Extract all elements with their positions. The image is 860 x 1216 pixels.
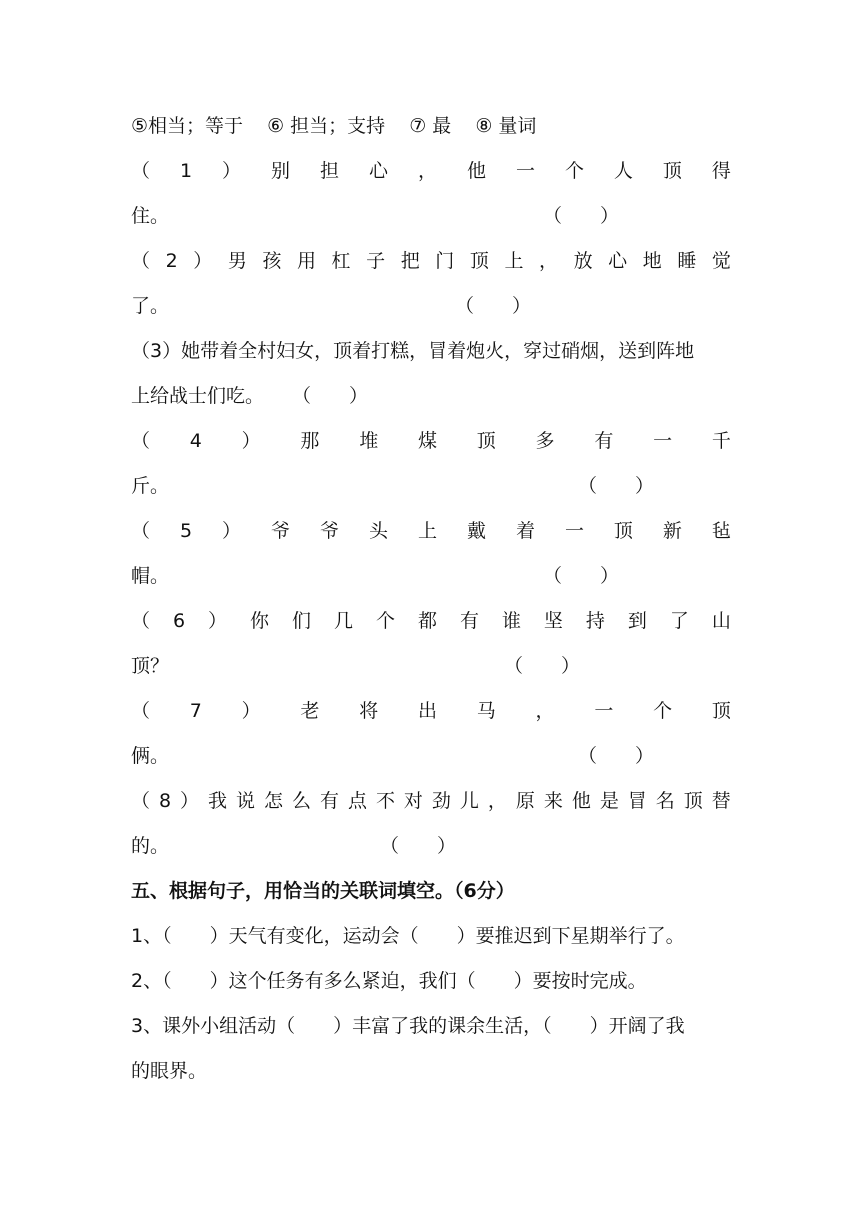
question-3-line1: （3）她带着全村妇女，顶着打糕，冒着炮火，穿过硝烟，送到阵地: [131, 340, 695, 362]
definitions-row: [131, 112, 731, 140]
char: 上: [417, 520, 437, 542]
question-6-answer-blank[interactable]: （ ）: [504, 655, 581, 677]
char: 那: [300, 430, 320, 452]
char: 担: [320, 160, 340, 182]
section-5-item-2: 2、（ ）这个任务有多么紧迫，我们（ ）要按时完成。: [131, 970, 647, 992]
char: 得: [711, 160, 731, 182]
question-5-answer-blank[interactable]: （ ）: [543, 565, 620, 587]
section-5-item-3: 3、课外小组活动（ ）丰富了我的课余生活，（ ）开阔了我: [131, 1015, 685, 1037]
definition-7: ⑦ 最: [409, 115, 452, 137]
char: 着: [515, 520, 535, 542]
question-4-answer-blank[interactable]: （ ）: [578, 475, 655, 497]
char: 有: [319, 790, 339, 812]
char: 一: [515, 160, 535, 182]
char: ）: [241, 700, 261, 722]
question-2-answer-blank[interactable]: （ ）: [455, 295, 532, 317]
char: 名: [655, 790, 675, 812]
char: ，: [539, 250, 559, 272]
question-2-line2: 了。: [131, 295, 170, 317]
char: 顶: [613, 520, 633, 542]
char: 人: [613, 160, 633, 182]
question-4-line1: [131, 427, 731, 455]
char: 放: [573, 250, 593, 272]
char: 来: [543, 790, 563, 812]
char: 谁: [501, 610, 521, 632]
char: 毡: [711, 520, 731, 542]
char: 1: [179, 160, 193, 182]
char: 新: [662, 520, 682, 542]
char: 子: [366, 250, 386, 272]
question-4-line2: 斤。: [131, 475, 170, 497]
question-8-line2: 的。: [131, 835, 170, 857]
char: 6: [172, 610, 186, 632]
char: 山: [711, 610, 731, 632]
char: 头: [369, 520, 389, 542]
char: （: [131, 610, 151, 632]
char: 个: [653, 700, 673, 722]
char: （: [131, 430, 151, 452]
char: ）: [208, 610, 228, 632]
char: 顶: [711, 700, 731, 722]
question-2-line1: [131, 247, 731, 275]
char: ）: [241, 430, 261, 452]
question-3-answer-blank[interactable]: （ ）: [292, 385, 369, 407]
char: 原: [515, 790, 535, 812]
char: （: [131, 520, 151, 542]
question-8-answer-blank[interactable]: （ ）: [380, 835, 457, 857]
char: 门: [435, 250, 455, 272]
char: 千: [711, 430, 731, 452]
char: 点: [347, 790, 367, 812]
char: 觉: [711, 250, 731, 272]
char: ）: [193, 250, 213, 272]
section-5-item-3-continued: 的眼界。: [131, 1060, 208, 1082]
definition-6: ⑥ 担当；支持: [267, 115, 386, 137]
char: （: [131, 790, 151, 812]
char: 是: [599, 790, 619, 812]
char: 他: [466, 160, 486, 182]
char: 了: [669, 610, 689, 632]
char: 都: [417, 610, 437, 632]
char: 几: [334, 610, 354, 632]
char: 煤: [417, 430, 437, 452]
char: 出: [417, 700, 437, 722]
char: ，: [487, 790, 507, 812]
question-8-line1: [131, 787, 731, 815]
char: 戴: [466, 520, 486, 542]
char: 7: [189, 700, 202, 722]
char: 心: [608, 250, 628, 272]
char: 顶: [662, 160, 682, 182]
char: 个: [564, 160, 584, 182]
char: 持: [585, 610, 605, 632]
char: 坚: [543, 610, 563, 632]
char: 孩: [262, 250, 282, 272]
char: ，: [417, 160, 437, 182]
question-7-line1: [131, 697, 731, 725]
char: 儿: [459, 790, 479, 812]
char: ，: [535, 700, 555, 722]
char: 5: [179, 520, 193, 542]
char: 一: [564, 520, 584, 542]
char: （: [131, 160, 151, 182]
question-6-line2: 顶？: [131, 655, 170, 677]
char: 顶: [683, 790, 703, 812]
char: 到: [627, 610, 647, 632]
char: 们: [292, 610, 312, 632]
char: 8: [158, 790, 172, 812]
char: ）: [222, 520, 242, 542]
char: 2: [165, 250, 178, 272]
char: 4: [189, 430, 202, 452]
char: 一: [653, 430, 673, 452]
char: 替: [711, 790, 731, 812]
section-5-heading: 五、根据句子，用恰当的关联词填空。（6分）: [131, 880, 515, 902]
char: 有: [594, 430, 614, 452]
char: 马: [476, 700, 496, 722]
question-1-line2: 住。: [131, 205, 170, 227]
question-6-line1: [131, 607, 731, 635]
char: 有: [459, 610, 479, 632]
char: ）: [222, 160, 242, 182]
char: 多: [535, 430, 555, 452]
char: 堆: [359, 430, 379, 452]
char: 将: [359, 700, 379, 722]
section-5-item-1: 1、（ ）天气有变化，运动会（ ）要推迟到下星期举行了。: [131, 925, 685, 947]
char: 用: [296, 250, 316, 272]
char: 冒: [627, 790, 647, 812]
char: 男: [227, 250, 247, 272]
char: 睡: [677, 250, 697, 272]
char: 劲: [431, 790, 451, 812]
char: 怎: [264, 790, 284, 812]
char: 地: [642, 250, 662, 272]
char: 别: [271, 160, 291, 182]
char: 把: [400, 250, 420, 272]
definition-8: ⑧ 量词: [475, 115, 537, 137]
question-7-answer-blank[interactable]: （ ）: [578, 745, 655, 767]
definition-5: ⑤相当；等于: [131, 115, 244, 137]
char: （: [131, 700, 151, 722]
char: 爷: [320, 520, 340, 542]
char: 爷: [271, 520, 291, 542]
char: 不: [375, 790, 395, 812]
question-1-line1: [131, 157, 731, 185]
question-5-line2: 帽。: [131, 565, 170, 587]
char: 顶: [469, 250, 489, 272]
char: 老: [300, 700, 320, 722]
question-7-line2: 俩。: [131, 745, 170, 767]
question-5-line1: [131, 517, 731, 545]
char: 他: [571, 790, 591, 812]
char: 上: [504, 250, 524, 272]
char: 心: [369, 160, 389, 182]
question-1-answer-blank[interactable]: （ ）: [543, 205, 620, 227]
char: （: [131, 250, 151, 272]
question-3-line2: 上给战士们吃。: [131, 385, 265, 407]
char: ）: [180, 790, 200, 812]
char: 杠: [331, 250, 351, 272]
char: 一: [594, 700, 614, 722]
char: 对: [403, 790, 423, 812]
char: 我: [208, 790, 228, 812]
char: 么: [291, 790, 311, 812]
char: 个: [375, 610, 395, 632]
char: 说: [236, 790, 256, 812]
char: 顶: [476, 430, 496, 452]
char: 你: [250, 610, 270, 632]
